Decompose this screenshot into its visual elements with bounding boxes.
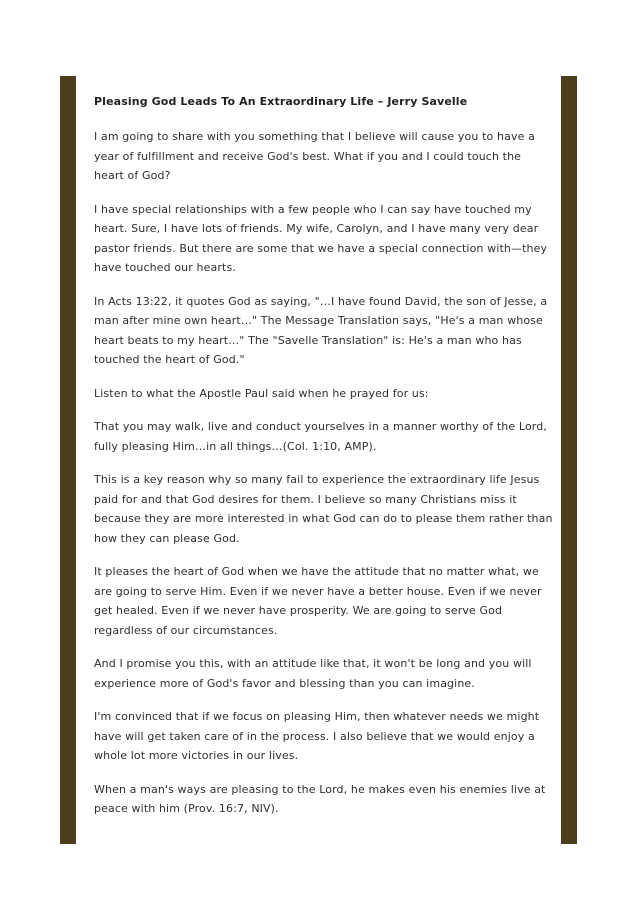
- paragraph: I'm convinced that if we focus on pleasing Him, then whatever needs we might have will get taken care of in the process. I also believe that we would enjoy a whole lot more victories in our lives.: [94, 710, 540, 762]
- document-title: Pleasing God Leads To An Extraordinary Life – Jerry Savelle: [94, 95, 468, 108]
- paragraph: It pleases the heart of God when we have the attitude that no matter what, we are going to serve Him. Even if we never have a better house. Even if we never get healed. Even if we never have prosperity. We are going to serve God regardless of our circumstances.: [94, 565, 542, 637]
- paragraph: Listen to what the Apostle Paul said when he prayed for us:: [94, 386, 429, 400]
- paragraph: This is a key reason why so many fail to experience the extraordinary life Jesus paid for and that God desires for them. I believe so many Christians miss it because they are more interested in what God can do to please them rather than how they can please God.: [94, 473, 553, 545]
- paragraph: I am going to share with you something that I believe will cause you to have a year of fulfillment and receive God's best. What if you and I could touch the heart of God?: [94, 130, 535, 182]
- paragraph: And I promise you this, with an attitude like that, it won't be long and you will experience more of God's favor and blessing than you can imagine.: [94, 657, 532, 690]
- paragraph: I have special relationships with a few people who I can say have touched my heart. Sure, I have lots of friends. My wife, Carolyn, and I have many very dear pastor friends. But there are some that we have a special connection with—they have touched our hearts.: [94, 202, 548, 274]
- scripture-quote: When a man's ways are pleasing to the Lord, he makes even his enemies live at peace with him (Prov. 16:7, NIV).: [94, 782, 546, 815]
- document-body: [94, 92, 554, 833]
- paragraph: In Acts 13:22, it quotes God as saying, "…I have found David, the son of Jesse, a man after mine own heart…" The Message Translation says, "He's a man whose heart beats to my heart…" The "Savelle Translation" is: He's a man who has touched the heart of God.": [94, 294, 548, 366]
- scripture-quote: That you may walk, live and conduct yourselves in a manner worthy of the Lord, fully pleasing Him…in all things…(Col. 1:10, AMP).: [94, 420, 547, 453]
